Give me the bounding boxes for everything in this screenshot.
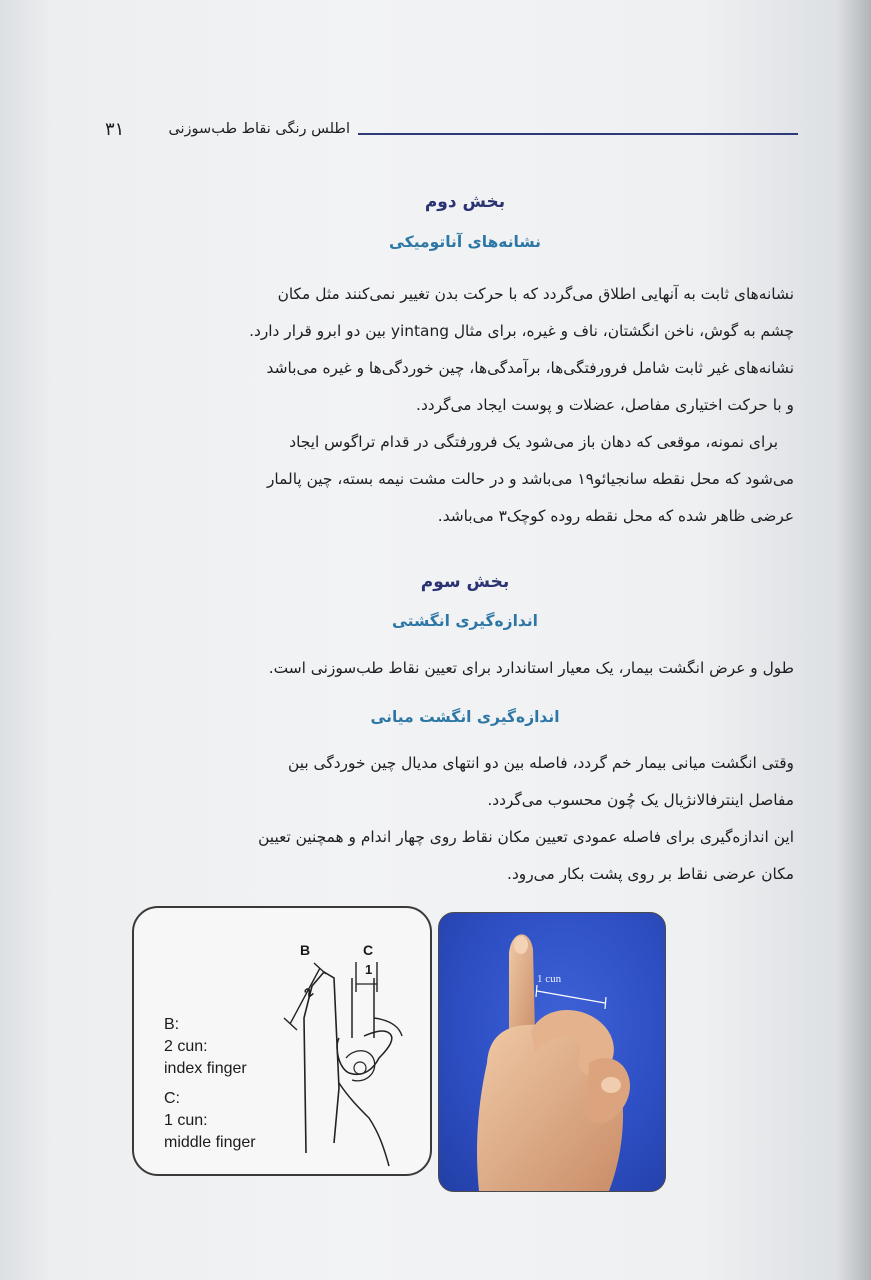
caption-b-title: B: — [164, 1016, 180, 1033]
cun-measure-line — [439, 913, 665, 1191]
finger-measurement-diagram — [132, 906, 432, 1176]
header-rule — [358, 133, 798, 135]
section-3-line: این اندازه‌گیری برای فاصله عمودی تعیین مکان نقاط روی چهار اندام و همچنین تعیین — [258, 828, 794, 846]
measure-c: 1 — [365, 962, 373, 977]
label-c: C — [363, 942, 374, 958]
section-2-line: چشم به گوش، ناخن انگشتان، ناف و غیره، برای مثال yintang بین دو ابرو قرار دارد. — [249, 322, 794, 340]
section-2-line: می‌شود که محل نقطه سانجیائو۱۹ می‌باشد و در حالت مشت نیمه بسته، چین پالمار — [267, 470, 794, 488]
section-2-line: نشانه‌های غیر ثابت شامل فرورفتگی‌ها، برآمدگی‌ها، چین خوردگی‌ها و غیره می‌باشد — [266, 359, 794, 377]
caption-b-line1: 2 cun: — [164, 1038, 208, 1055]
caption-c — [164, 1088, 256, 1154]
running-title: اطلس رنگی نقاط طب‌سوزنی — [168, 121, 350, 137]
middle-finger-heading: اندازه‌گیری انگشت میانی — [370, 708, 560, 726]
section-2-line: و با حرکت اختیاری مفاصل، عضلات و پوست ایجاد می‌گردد. — [416, 396, 794, 414]
section-3-intro: طول و عرض انگشت بیمار، یک معیار استاندارد برای تعیین نقاط طب‌سوزنی است. — [268, 659, 794, 677]
hand-photo — [438, 912, 666, 1192]
page-number: ۳۱ — [105, 119, 125, 140]
label-b: B — [300, 942, 311, 958]
section-3-title: بخش سوم — [420, 572, 510, 592]
caption-c-line1: 1 cun: — [164, 1112, 208, 1129]
section-3-body — [112, 745, 794, 893]
section-3-line: مفاصل اینترفالانژیال یک چُون محسوب می‌گردد. — [487, 791, 794, 809]
section-2-title: بخش دوم — [424, 192, 506, 212]
measure-b: 2 — [301, 984, 317, 1001]
caption-c-title: C: — [164, 1090, 180, 1107]
section-2-subtitle: نشانه‌های آناتومیکی — [389, 233, 541, 251]
section-3-line: وقتی انگشت میانی بیمار خم گردد، فاصله بین دو انتهای مدیال چین خوردگی بین — [288, 754, 794, 772]
caption-b — [164, 1014, 247, 1080]
section-3-line: مکان عرضی نقاط بر روی پشت بکار می‌رود. — [507, 865, 794, 883]
section-2-line: برای نمونه، موقعی که دهان باز می‌شود یک فرورفتگی در قدام تراگوس ایجاد — [289, 433, 778, 451]
page-edge-shadow — [837, 0, 871, 1280]
caption-b-line2: index finger — [164, 1060, 247, 1077]
cun-label: 1 cun — [537, 973, 562, 985]
section-2-body — [112, 276, 794, 535]
section-2-line: عرضی ظاهر شده که محل نقطه روده کوچک۳ می‌باشد. — [437, 507, 794, 525]
caption-c-line2: middle finger — [164, 1134, 256, 1151]
section-3-subtitle: اندازه‌گیری انگشتی — [392, 612, 538, 630]
section-2-line: نشانه‌های ثابت به آنهایی اطلاق می‌گردد که با حرکت بدن تغییر نمی‌کنند مثل مکان — [277, 285, 794, 303]
